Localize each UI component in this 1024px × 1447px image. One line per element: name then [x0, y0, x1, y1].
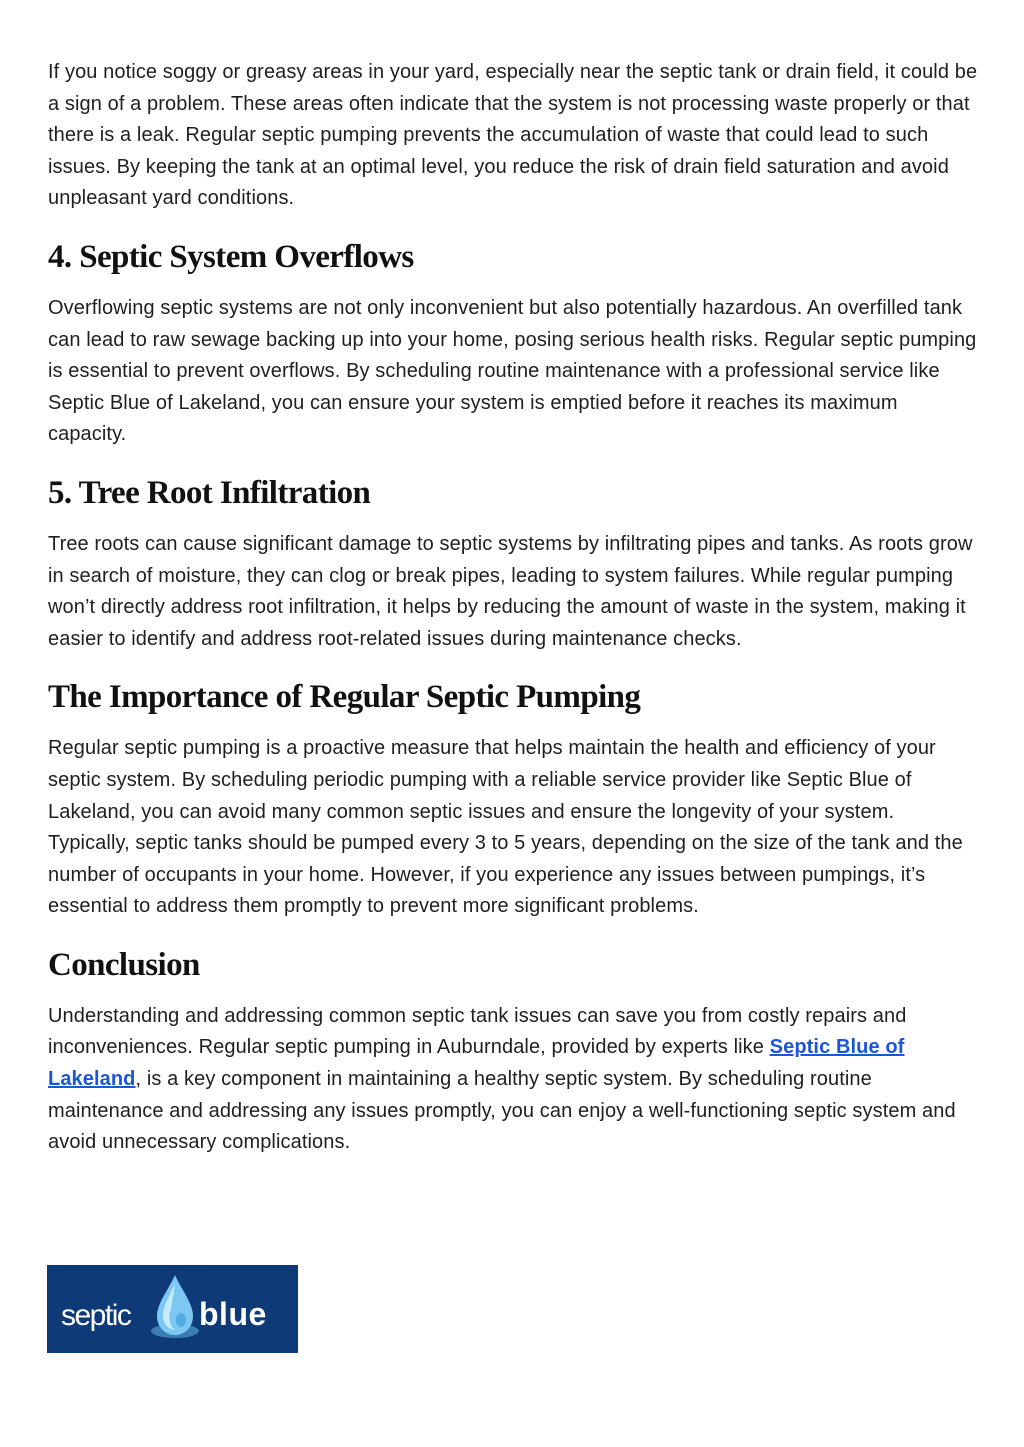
- paragraph-importance: Regular septic pumping is a proactive measure that helps maintain the health and efficiency of your septic system. By scheduling periodic pumping with a reliable service provider like Septic Blue of Lakeland, you can avoid many common septic issues and ensure the longevity of your system. Typically, septic tanks should be pumped every 3 to 5 years, depending on the size of the tank and the number of occupants in your home. However, if you experience any issues between pumpings, it’s essential to address them promptly to prevent more significant problems.: [48, 737, 963, 918]
- document-page: [48, 57, 978, 1159]
- logo-text-septic: septic: [61, 1299, 131, 1332]
- heading-conclusion: Conclusion: [48, 946, 200, 983]
- septic-blue-link[interactable]: Septic Blue of Lakeland: [48, 1036, 905, 1091]
- paragraph-conclusion: [48, 1001, 978, 1159]
- heading-septic-overflows: 4. Septic System Overflows: [48, 238, 414, 275]
- paragraph-overflows: Overflowing septic systems are not only inconvenient but also potentially hazardous. An overfilled tank can lead to raw sewage backing up into your home, posing serious health risks. Regular septic pumping is essential to prevent overflows. By scheduling routine maintenance with a professional service like Septic Blue of Lakeland, you can ensure your system is emptied before it reaches its maximum capacity.: [48, 296, 977, 446]
- logo-text-blue: blue: [199, 1296, 267, 1332]
- conclusion-text-end: , is a key component in maintaining a healthy septic system. By scheduling routine maintenance and addressing any issues promptly, you can enjoy a well-functioning septic system and avoid unnecessary complications.: [48, 1068, 956, 1154]
- paragraph-tree-roots: Tree roots can cause significant damage to septic systems by infiltrating pipes and tanks. As roots grow in search of moisture, they can clog or break pipes, leading to system failures. While regular pumping won’t directly address root infiltration, it helps by reducing the amount of waste in the system, making it easier to identify and address root-related issues during maintenance checks.: [48, 532, 973, 650]
- heading-importance-of-pumping: The Importance of Regular Septic Pumping: [48, 679, 641, 716]
- paragraph-yard-signs: If you notice soggy or greasy areas in your yard, especially near the septic tank or drain field, it could be a sign of a problem. These areas often indicate that the system is not processing waste properly or that there is a leak. Regular septic pumping prevents the accumulation of waste that could lead to such issues. By keeping the tank at an optimal level, you reduce the risk of drain field saturation and avoid unpleasant yard conditions.: [48, 61, 978, 210]
- septic-blue-logo: [47, 1265, 298, 1353]
- conclusion-text-start: Understanding and addressing common septic tank issues can save you from costly repairs and inconveniences. Regular septic pumping in Auburndale, provided by experts like: [48, 1004, 907, 1059]
- water-drop-icon: [151, 1275, 199, 1338]
- heading-tree-root-infiltration: 5. Tree Root Infiltration: [48, 474, 371, 511]
